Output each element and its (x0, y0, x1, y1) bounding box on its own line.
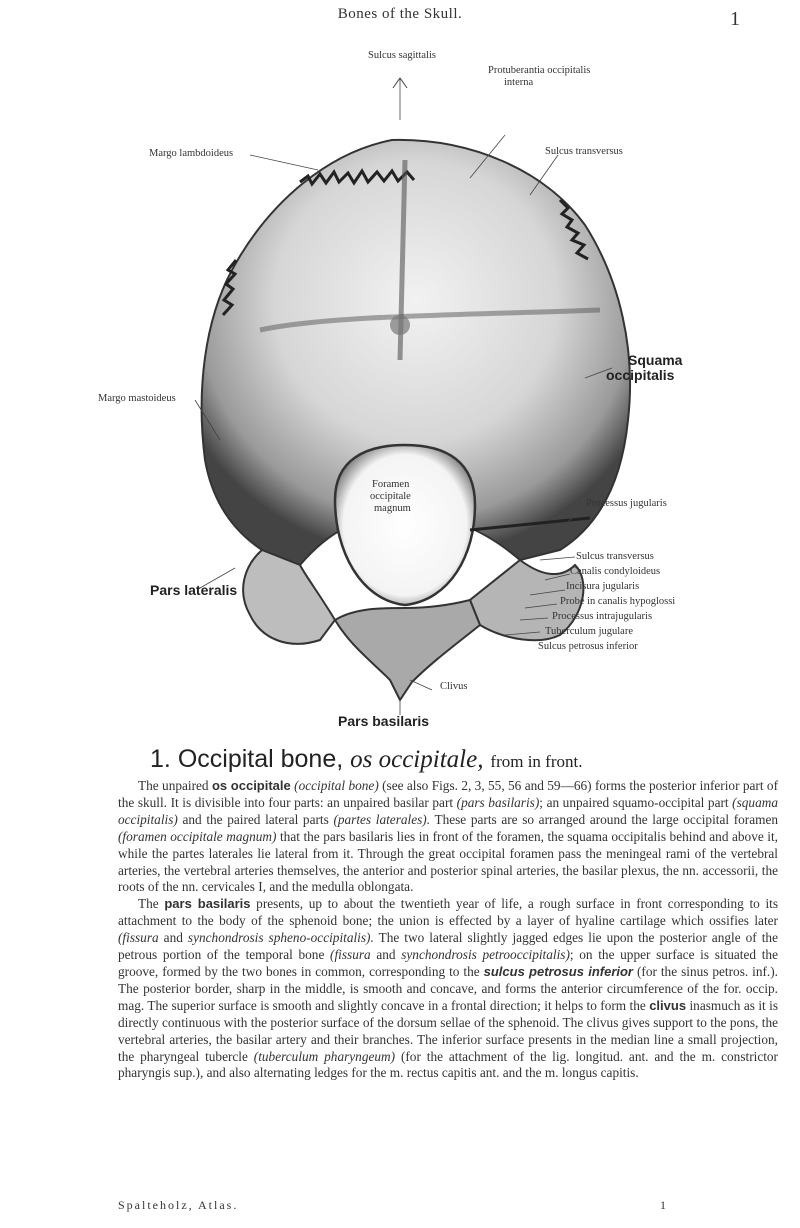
label-sulcus-petrosus: Sulcus petrosus inferior (538, 641, 638, 652)
label-margo-lambdoideus: Margo lambdoideus (149, 148, 234, 159)
text: (see also Figs. 2, 3, 55, 56 and 59—66) forms the posterior inferior part of the skull. It is divisible into four parts: an unpaired basilar part (118, 778, 778, 810)
heading-suffix: from in front. (490, 752, 583, 771)
heading-latin: os occipitale, (350, 746, 484, 773)
text-italic: (foramen occipitale magnum) (118, 828, 277, 844)
text-italic: (squama occipitalis) (118, 794, 778, 827)
page-number: 1 (730, 8, 740, 30)
text: that the pars basilaris lies in front of the foramen, the squama occipitalis behind and above it, while the partes laterales lie lateral from it. Through the great occipital foramen pass the meningeal rami of the vertebral arteries, the vertebral arteries themselves, the anterior and posterior spinal arteries, the basilar plexus, the nn. accessorii, the roots of the nn. cervicales I, and the medulla oblongata. (118, 828, 778, 895)
text: The (138, 896, 165, 912)
text: The two lateral slightly jagged edges lie upon the posterior angle of the petrous portion of the temporal bone (118, 930, 778, 963)
label-margo-mastoideus: Margo mastoideus (98, 393, 176, 404)
text-italic: synchondrosis petrooccipitalis) (401, 947, 570, 963)
label-tuberculum-jugulare: Tuberculum jugulare (545, 626, 633, 637)
label-squama-2: occipitalis (606, 367, 675, 383)
paragraph-1 (118, 778, 778, 896)
text-italic: (tuberculum pharyngeum) (253, 1048, 396, 1064)
label-pars-basilaris: Pars basilaris (338, 713, 430, 729)
label-processus-intrajugularis: Processus intrajugularis (552, 611, 653, 622)
text: The unpaired (138, 778, 212, 793)
text-italic: (partes laterales). (333, 811, 431, 827)
term-os-occipitale: os occipitale (211, 778, 291, 793)
text: ; an unpaired squamo-occipital part (539, 794, 733, 810)
text: and (370, 947, 402, 963)
foramen-magnum (335, 445, 475, 605)
label-sulcus-transversus-top: Sulcus transversus (545, 146, 623, 157)
text-italic: (fissura (330, 947, 371, 963)
label-foramen-3: magnum (374, 503, 411, 514)
pars-lateralis-left (243, 550, 335, 644)
heading-number: 1. (150, 745, 171, 773)
paragraph-2 (118, 896, 778, 1082)
term-pars-basilaris: pars basilaris (164, 896, 251, 912)
label-probe: Probe in canalis hypoglossi (560, 596, 676, 607)
text: These parts are so arranged around the large occipital foramen (430, 811, 778, 827)
text: and the paired lateral parts (177, 811, 334, 827)
text-italic: (fissura (118, 930, 159, 946)
term-clivus: clivus (649, 997, 687, 1013)
label-foramen-2: occipitale (370, 491, 411, 502)
text-italic: synchondrosis spheno-occipitalis). (187, 930, 374, 946)
label-clivus: Clivus (440, 681, 468, 692)
footer-author: Spalteholz, Atlas. (118, 1198, 239, 1212)
label-processus-jugularis: Processus jugularis (586, 498, 667, 509)
label-protuberantia-2: interna (504, 77, 534, 88)
label-squama-1: Squama (628, 352, 683, 368)
heading-title: Occipital bone, (177, 745, 344, 773)
text: (for the sinus petros. inf.). The posterior border, sharp in the middle, is smooth and concave, and forms the anterior circumference of the for. occip. mag. The superior surface is smooth and slightly concave in a frontal direction; it helps to form the (118, 963, 779, 1013)
text: and (158, 930, 188, 946)
label-sulcus-transversus-lower: Sulcus transversus (576, 551, 654, 562)
text: ; on the upper surface is situated the groove, formed by the two bones in common, corresponding to the (118, 947, 778, 979)
text: inasmuch as it is directly continuous with the posterior surface of the dorsum sellae of the sphenoid. The clivus gives support to the pons, the vertebral arteries, the basilar artery and their branches. The inferior surface presents in the median line a small projection, the pharyngeal tubercle (118, 997, 778, 1064)
footer-signature: 1 (660, 1198, 666, 1212)
label-sulcus-sagittalis: Sulcus sagittalis (368, 50, 436, 61)
text: (for the attachment of the lig. longitud. ant. and the m. constrictor pharyngis sup.), and also alternating ledges for the m. rectus capitis ant. and the m. longus capitis. (118, 1048, 778, 1081)
running-head: Bones of the Skull. (337, 6, 463, 22)
label-canalis-condyloideus: Canalis condyloideus (570, 566, 661, 577)
text: presents, up to about the twentieth year of life, a rough surface in front corresponding to its attachment to the body of the sphenoid bone; the union is effected by a layer of hyaline cartilage which ossifies later (118, 896, 779, 929)
text-italic: (occipital bone) (290, 778, 379, 793)
label-protuberantia-1: Protuberantia occipitalis (488, 65, 591, 76)
label-incisura-jugularis: Incisura jugularis (566, 581, 640, 592)
label-foramen-1: Foramen (372, 479, 410, 490)
body-text (118, 778, 778, 1082)
text-italic: (pars basilaris) (456, 794, 540, 810)
section-heading (150, 745, 582, 774)
term-sulcus-petrosus: sulcus petrosus inferior (483, 963, 633, 979)
label-pars-lateralis: Pars lateralis (150, 582, 238, 598)
